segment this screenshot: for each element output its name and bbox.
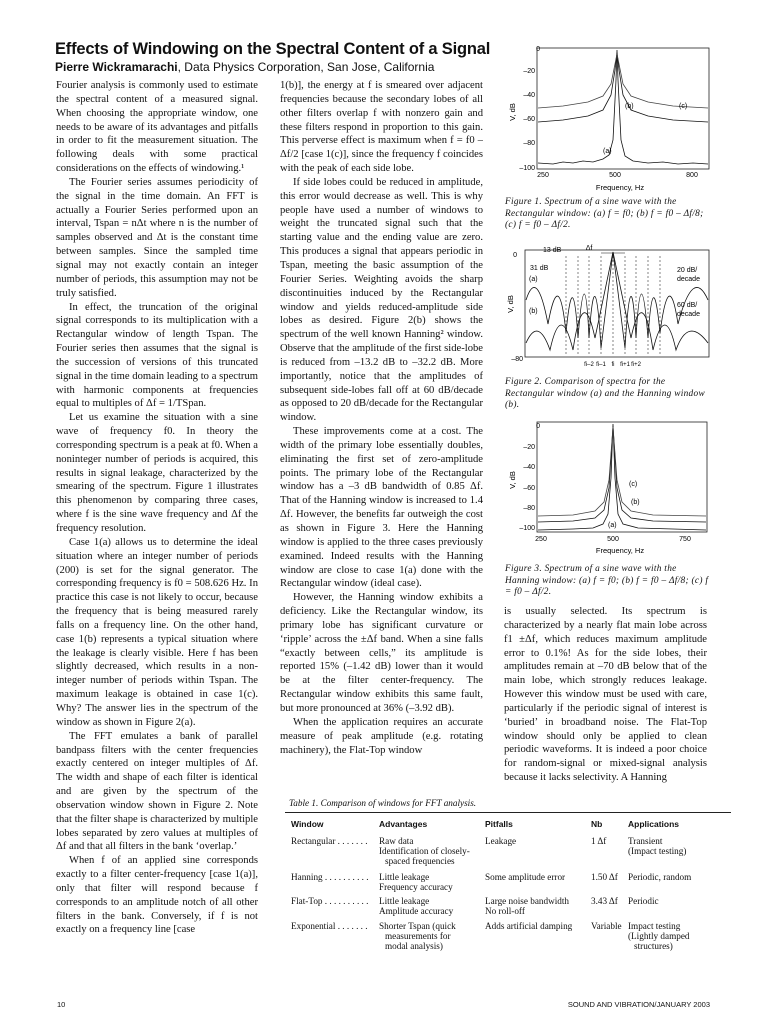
figure-3 xyxy=(503,418,718,563)
figure-1-caption: Figure 1. Spectrum of a sine wave with the Rectangular window: (a) f = f0; (b) f = f0 – Δf/8; (c) f = f0 – Δf/2. xyxy=(505,197,704,230)
label-a: (a) xyxy=(529,276,538,283)
paragraph: If side lobes could be reduced in amplitude, this error would decrease as well. This is why people have used a number of windows to weight the truncated signal such that the starting value and the ending value are zero. This produces a signal that appears periodic in Tspan, meeting the basic assumption of the Fourier Series. Weighting avoids the sharp discontinuities induced by the Rectangular window and yields reduced-amplitude side lobes as desired. Figure 2(b) shows the spectrum of the well known Hanning² window. Observe that the amplitude of the first side-lobe is reduced from –13.2 dB to –32.2 dB. More importantly, notice that the amplitudes of subsequent side-lobes fall off at 60 dB/decade as opposed to 20 dB/decade for the Rectangular window. xyxy=(280,176,483,424)
series-c-line xyxy=(538,54,708,108)
y-tick-label: –60 xyxy=(523,116,535,123)
table-cell: measurements for xyxy=(385,931,451,941)
y-tick-label: –40 xyxy=(523,464,535,471)
table-cell: Some amplitude error xyxy=(485,872,566,882)
author-name: Pierre Wickramarachi xyxy=(55,60,178,74)
paragraph: Fourier analysis is commonly used to estimate the spectral content of a measured signal. When choosing the appropriate window, one needs to be aware of its advantages and pitfalls in order to fit the measurement situation. The following deals with some practical considerations on the effects of windowing.¹ xyxy=(56,80,258,175)
figure-1 xyxy=(503,40,718,198)
table-cell: Little leakage xyxy=(379,896,430,906)
y-tick-label: –80 xyxy=(523,140,535,147)
y-tick-label: –40 xyxy=(523,92,535,99)
series-label: (c) xyxy=(679,103,688,110)
paragraph: In effect, the truncation of the original signal corresponds to its multiplication with a Rectangular window of length Tspan. The Fourier series then assumes that the signal is the succession of versions of this truncated signal in the time domain leading to a spectrum with harmonic components at frequencies equal to multiples of Δf = 1/TSpan. xyxy=(56,301,258,410)
table-cell: No roll-off xyxy=(485,906,525,916)
table-cell: (Impact testing) xyxy=(628,846,687,856)
table-cell-window: Hanning . . . . . . . . . . xyxy=(291,872,369,882)
table-header: Nb xyxy=(591,819,603,829)
table-cell: Raw data xyxy=(379,836,414,846)
table-cell: Little leakage xyxy=(379,872,430,882)
x-tick-label: fi+1 xyxy=(620,362,630,368)
x-tick-label: fi–1 xyxy=(596,362,606,368)
paragraph: When the application requires an accurate measure of peak amplitude (e.g. rotating machinery), the Flat-Top window xyxy=(280,716,483,756)
paragraph: Case 1(a) allows us to determine the ideal situation where an integer number of periods (200) is set for the signal generator. The corresponding frequency is f0 = 508.626 Hz. In practice this case is not likely to occur, because the frequency that is being measured rarely falls on a frequency line. On the other hand, case 1(b) represents a typical situation where the leakage is clearly visible. Here f has been slightly decreased, which results in a non-integer number of periods within Tspan. The maximum leakage is obtained in case 1(c). Why? The answer lies in the spectrum of the window as shown in Figure 2(a). xyxy=(56,536,258,728)
paragraph: The FFT emulates a bank of parallel bandpass filters with the center frequencies exactly centered on integer multiples of Δf. The width and shape of each filter is identical and are given by the spectrum of the observation window shown in Figure 2. Note that the filter shape is characterized by multiple lobes separated by zero values at multiples of Δf and that all filters in the bank ‘overlap.’ xyxy=(56,730,258,853)
paragraph: is usually selected. Its spectrum is characterized by a nearly flat main lobe across f1 ±Δf, which reduces maximum amplitude error to 0.1%! As for the side lobes, their amplitudes remain at –70 dB below that of the main lobe, which strongly reduces leakage. However this window must be used with care, particularly if the periodic signal of interest is ‘buried’ in broadband noise. The Flat-Top window should only be applied to clean periodic waveforms. It is indeed a poor choice for random-signal or mixed-signal analysis because it lacks selectivity. A Hanning xyxy=(504,606,707,784)
x-tick-labels xyxy=(535,536,691,543)
table-cell-window: Rectangular . . . . . . . xyxy=(291,836,368,846)
gridlines xyxy=(566,256,660,356)
figure-3-caption: Figure 3. Spectrum of a sine wave with the Hanning window: (a) f = f0; (b) f = f0 – Δf/8; (c) f = f0 – Δf/2. xyxy=(505,564,709,597)
text-column-1 xyxy=(56,79,258,990)
y-tick-label: –80 xyxy=(523,505,535,512)
table-cell: Impact testing xyxy=(628,921,681,931)
table-cell: modal analysis) xyxy=(385,941,443,951)
text-column-2 xyxy=(280,79,483,830)
annotation-31db: 31 dB xyxy=(530,265,549,272)
series-b-line xyxy=(538,426,706,522)
table-header: Advantages xyxy=(379,819,428,829)
series-label: (b) xyxy=(625,103,634,110)
table-cell: Large noise bandwidth xyxy=(485,896,570,906)
figure-2 xyxy=(503,238,718,373)
x-tick-label: fi–2 xyxy=(584,362,594,368)
y-tick-label: –20 xyxy=(523,68,535,75)
series-label: (c) xyxy=(629,481,638,488)
table-1 xyxy=(285,794,731,957)
table-cell: 3.43 Δf xyxy=(591,896,618,906)
figure-3-chart xyxy=(503,418,718,563)
table-cell: Amplitude accuracy xyxy=(379,906,454,916)
y-axis-label: V, dB xyxy=(508,471,517,489)
table-cell-window: Flat-Top . . . . . . . . . . xyxy=(291,896,369,906)
annotation-rolloff: 60 dB/ xyxy=(677,302,698,309)
y-tick-label: –60 xyxy=(523,485,535,492)
journal-footer: SOUND AND VIBRATION/JANUARY 2003 xyxy=(567,1000,710,1009)
table-cell: Periodic, random xyxy=(628,872,692,882)
paragraph: These improvements come at a cost. The width of the primary lobe essentially doubles, eliminating the first set of zero-amplitude points. The primary lobe of the Rectangular window has a –3 dB bandwidth of 0.85 Δf. That of the Hanning window is increased to 1.4 Δf. However, the benefits far outweigh the cost as shown in Figure 3. Here the Hanning window is applied to the three cases previously examined. Indeed results with the Hanning window are close to case 1(a) done with the Rectangular window (ideal case). xyxy=(280,426,483,590)
table-cell: 1 Δf xyxy=(591,836,607,846)
y-tick-label: –80 xyxy=(511,356,523,363)
x-tick-label: 500 xyxy=(607,536,619,543)
x-tick-label: 500 xyxy=(609,172,621,179)
x-tick-labels xyxy=(537,172,698,179)
table-cell: Shorter Tspan (quick xyxy=(379,921,456,931)
annotation-rolloff: 20 dB/ xyxy=(677,267,698,274)
y-tick-label: –100 xyxy=(519,165,535,172)
series-label: (b) xyxy=(631,499,640,506)
series-label: (a) xyxy=(603,148,612,155)
table-cell: 1.50 Δf xyxy=(591,872,618,882)
table-cell: structures) xyxy=(634,941,673,951)
y-tick-label: –100 xyxy=(519,525,535,532)
y-axis-label: V, dB xyxy=(508,103,517,121)
table-caption: Table 1. Comparison of windows for FFT analysis. xyxy=(289,798,477,808)
table-cell-window: Exponential . . . . . . . xyxy=(291,921,368,931)
table-cell: (Lightly damped xyxy=(628,931,690,941)
annotation-13db: 13 dB xyxy=(543,247,562,254)
page-number: 10 xyxy=(57,1000,66,1009)
table-cell: Periodic xyxy=(628,896,659,906)
table-header: Window xyxy=(291,819,324,829)
table-cell: Frequency accuracy xyxy=(379,882,453,892)
table-cell: spaced frequencies xyxy=(385,856,455,866)
label-b: (b) xyxy=(529,308,538,315)
table-cell: Variable xyxy=(591,921,622,931)
y-tick-label: 0 xyxy=(536,46,540,53)
y-tick-label: 0 xyxy=(536,423,540,430)
x-tick-label: 250 xyxy=(537,172,549,179)
paragraph: Let us examine the situation with a sine wave of frequency f0. In theory the corresponding spectrum is a peak at f0. When a noninteger number of periods is acquired, this results in signal leakage, characterized by the smearing of the spectrum. Figure 1 illustrates this phenomenon by comparing three cases, where f is the sine wave frequency and Δf the frequency resolution. xyxy=(56,412,258,534)
byline xyxy=(55,60,505,74)
figure-2-caption: Figure 2. Comparison of spectra for the Rectangular window (a) and the Hanning window (b). xyxy=(505,377,705,410)
x-axis-label: Frequency, Hz xyxy=(595,546,645,555)
x-tick-label: 250 xyxy=(535,536,547,543)
paragraph: The Fourier series assumes periodicity of the signal in the time domain. An FFT is actually a Fourier Series performed upon an interval, Tspan = nΔt where n is the number of samples observed and Δt is the constant time between samples. Since the sampled time signal may not exactly contain an integer number of periods, this assumption may not be truly satisfied. xyxy=(56,176,258,299)
series-label: (a) xyxy=(608,522,617,529)
annotation-rolloff: decade xyxy=(677,311,700,318)
table-cell: Identification of closely- xyxy=(379,846,470,856)
x-tick-label: 800 xyxy=(686,172,698,179)
x-tick-labels xyxy=(584,362,641,368)
table-cell: Leakage xyxy=(485,836,517,846)
x-tick-label: fi+2 xyxy=(631,362,641,368)
y-axis-label: V, dB xyxy=(506,295,515,313)
table-header: Applications xyxy=(628,819,680,829)
paragraph: However, the Hanning window exhibits a deficiency. Like the Rectangular window, its primary lobe has significant curvature or ‘ripple’ across the ±Δf band. When a sine falls “exactly between cells,” its amplitude is reported 15% (–1.42 dB) lower than it would be at the filter center-frequency. The Rectangular window exhibits this same fault, but more pronounced at 36% (–3.92 dB). xyxy=(280,592,483,714)
paragraph: 1(b)], the energy at f is smeared over adjacent frequencies because the secondary lobes of all other filters overlap f with nonzero gain and these filters respond in proportion to this gain. This perverse effect is maximum when f = f0 – Δf/2 [case 1(c)], since the frequency f coincides with the peak of each side lobe. xyxy=(280,80,483,175)
series-b-line xyxy=(538,52,708,122)
table-cell: Transient xyxy=(628,836,663,846)
table-rule xyxy=(285,812,731,813)
author-affiliation: , Data Physics Corporation, San Jose, California xyxy=(177,60,435,74)
paragraph: When f of an applied sine corresponds exactly to a filter center-frequency [case 1(a)], only that filter will respond because f corresponds to an amplitude notch of all other filters in the bank. Conversely, if f is not exactly on a frequency line [case xyxy=(56,855,258,936)
series-a-line xyxy=(538,424,706,530)
table-header: Pitfalls xyxy=(485,819,513,829)
x-tick-label: 750 xyxy=(679,536,691,543)
x-axis-label: Frequency, Hz xyxy=(595,183,645,192)
y-tick-label: 0 xyxy=(513,252,517,259)
text-column-3 xyxy=(504,605,707,805)
figure-1-chart xyxy=(503,40,718,198)
figure-2-chart xyxy=(503,238,718,373)
x-tick-label: fi xyxy=(611,362,615,368)
annotation-df: Δf xyxy=(585,245,593,252)
article-title: Effects of Windowing on the Spectral Content of a Signal xyxy=(55,40,491,58)
series-c-line xyxy=(538,427,706,516)
y-tick-label: –20 xyxy=(523,444,535,451)
annotation-rolloff: decade xyxy=(677,276,700,283)
table-cell: Adds artificial damping xyxy=(485,921,573,931)
